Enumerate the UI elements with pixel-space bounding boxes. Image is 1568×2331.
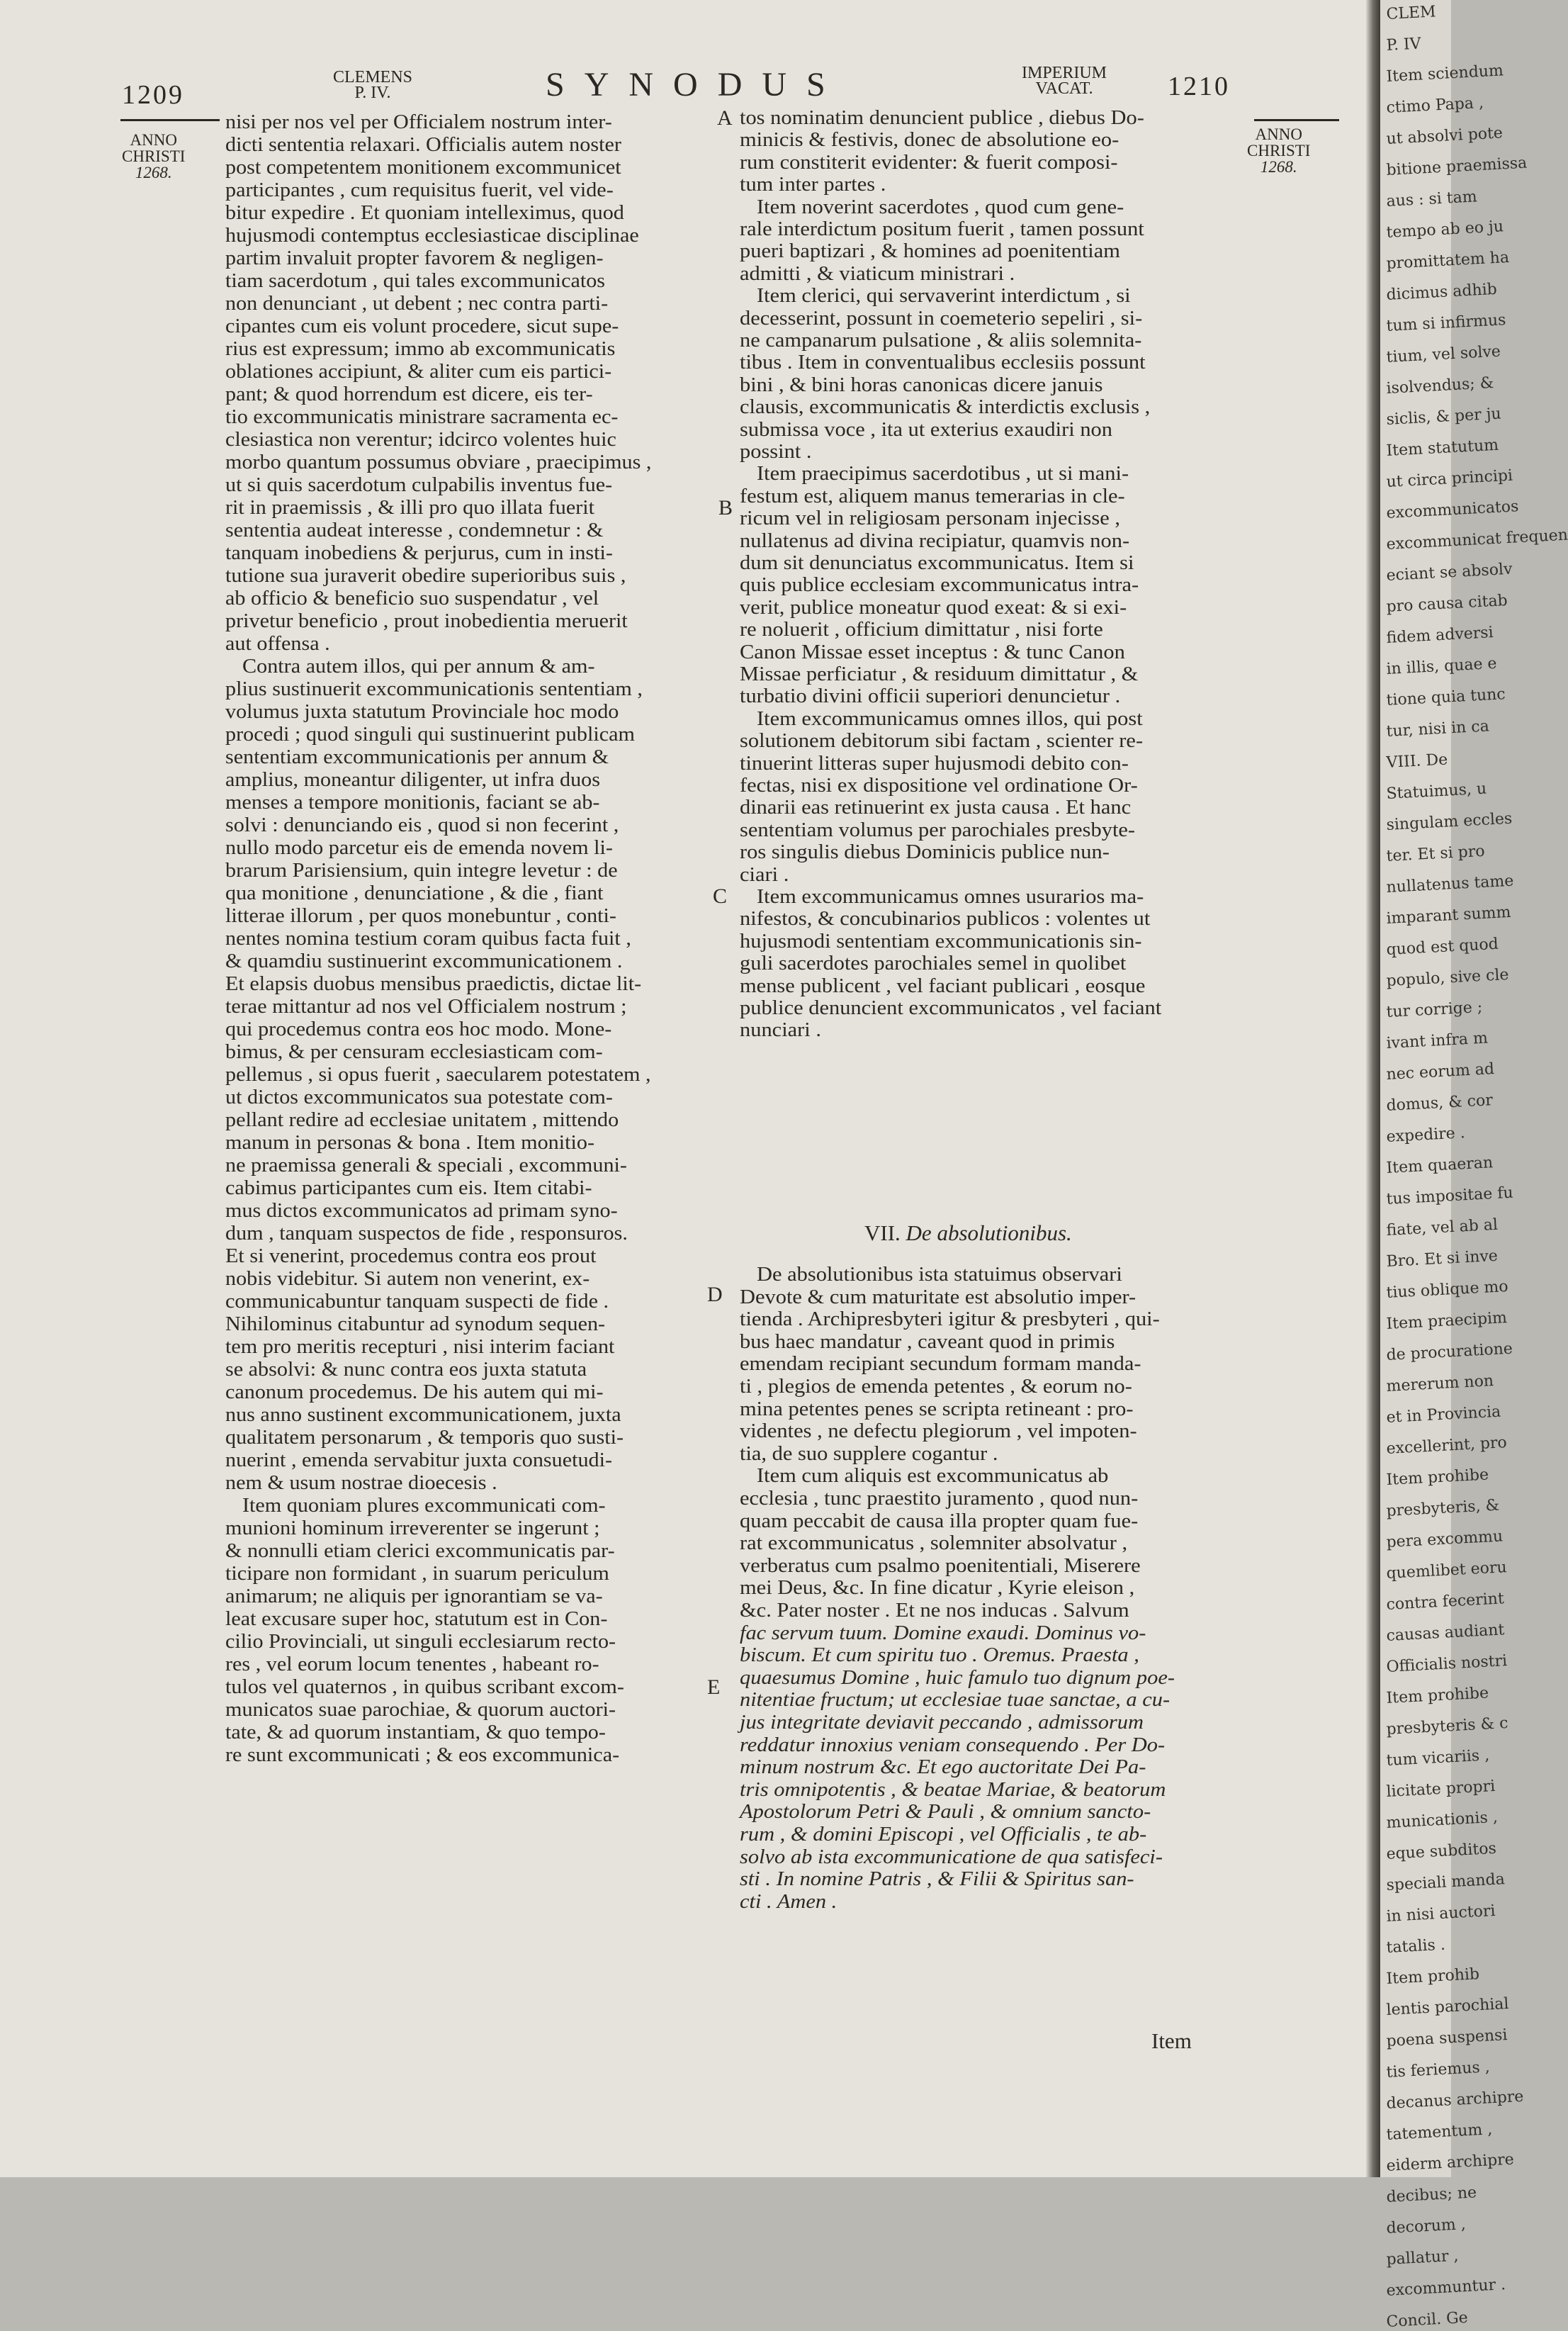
facing-page-line: pera excommu — [1386, 1527, 1504, 1551]
facing-page-line: in nisi auctori — [1386, 1902, 1496, 1926]
text-line: tum inter partes . — [740, 173, 886, 196]
text-line: emendam recipiant secundum formam manda- — [740, 1352, 1141, 1376]
facing-page-line: tis feriemus , — [1386, 2058, 1491, 2082]
facing-page-line: causas audiant — [1386, 1621, 1505, 1645]
text-line: cipantes cum eis volunt procedere, sicut supe- — [225, 315, 619, 337]
text-line: fectas, nisi ex dispositione vel ordinatione Or- — [740, 774, 1138, 797]
facing-page-line: nec eorum ad — [1386, 1060, 1495, 1084]
facing-page-line: ut absolvi pote — [1386, 124, 1504, 148]
facing-page-line: singulam eccles — [1386, 809, 1513, 834]
facing-page-line: eciant se absolv — [1386, 560, 1513, 585]
facing-page-line: excommunicat frequen — [1386, 526, 1568, 554]
text-line: qua monitione , denunciatione , & die , fiant — [225, 882, 604, 904]
text-line: animarum; ne aliquis per ignorantiam se va- — [225, 1585, 603, 1607]
text-line: pellant redire ad ecclesiae unitatem , mittendo — [225, 1108, 619, 1131]
header-left-title-line1: CLEMENS — [333, 68, 413, 86]
text-line: bimus, & per censuram ecclesiasticam com- — [225, 1040, 603, 1063]
text-line: quis publice ecclesiam excommunicatus intra- — [740, 573, 1139, 597]
text-line: oblationes accipiunt, & aliter cum eis partici- — [225, 360, 612, 383]
text-line: guli sacerdotes parochiales semel in quolibet — [740, 952, 1127, 975]
text-line: mus dictos excommunicatos ad primam syno- — [225, 1199, 618, 1222]
facing-page-line: pallatur , — [1386, 2247, 1460, 2269]
text-line: leat excusare super hoc, statutum est in Con- — [225, 1607, 608, 1630]
facing-page-line: promittatem ha — [1386, 248, 1510, 273]
text-line: biscum. Et cum spiritu tuo . Oremus. Praesta , — [740, 1644, 1139, 1667]
text-line: & quamdiu sustinuerint excommunicationem . — [225, 950, 623, 972]
facing-page-line: tius oblique mo — [1386, 1277, 1509, 1302]
text-line: sententiam excommunicationis per annum & — [225, 746, 609, 768]
text-line: procedi ; quod singuli qui sustinuerint publicam — [225, 723, 636, 746]
text-line: bus haec mandatur , caveant quod in primis — [740, 1330, 1115, 1353]
facing-page-line: expedire . — [1386, 1124, 1466, 1146]
facing-page — [1380, 0, 1568, 2331]
text-line: sententia audeat interesse , condemnetur : & — [225, 519, 604, 541]
facing-page-line: bitione praemissa — [1386, 154, 1528, 179]
text-line: rius est expressum; immo ab excommunicatis — [225, 337, 616, 360]
facing-page-line: tatalis . — [1386, 1936, 1446, 1957]
facing-page-line: presbyteris, & — [1386, 1496, 1500, 1520]
facing-page-line: domus, & cor — [1386, 1091, 1494, 1115]
text-line: cilio Provinciali, ut singuli ecclesiarum recto- — [225, 1630, 616, 1653]
text-line: nisi per nos vel per Officialem nostrum inter- — [225, 111, 612, 133]
facing-page-line: dicimus adhib — [1386, 280, 1498, 304]
section-heading — [864, 1220, 1072, 1246]
facing-page-line: Item prohib — [1386, 1965, 1480, 1988]
text-line: canonum procedemus. De his autem qui mi- — [225, 1381, 604, 1403]
text-line: hujusmodi contemptus ecclesiasticae disciplinae — [225, 224, 639, 247]
facing-page-line: tum si infirmus — [1386, 311, 1506, 335]
text-line: communicabuntur tanquam suspecti de fide . — [225, 1290, 609, 1313]
text-line: ros singulis diebus Dominicis publice nun- — [740, 841, 1110, 864]
text-line: nem & usum nostrae dioecesis . — [225, 1471, 497, 1494]
facing-page-line: excommuntur . — [1386, 2276, 1506, 2300]
text-line: qui procedemus contra eos hoc modo. Mone- — [225, 1018, 612, 1040]
page-number-right: 1210 — [1168, 72, 1230, 101]
text-line: tem pro meritis recepturi , nisi interim faciant — [225, 1335, 615, 1358]
text-line: Item praecipimus sacerdotibus , ut si mani- — [757, 462, 1129, 485]
facing-page-line: eque subditos — [1386, 1839, 1497, 1863]
catchword: Item — [1151, 2028, 1192, 2053]
facing-page-line: Item praecipim — [1386, 1309, 1508, 1333]
text-line: De absolutionibus ista statuimus observari — [757, 1263, 1122, 1286]
text-line: mense publicent , vel faciant publicari , eosque — [740, 974, 1146, 997]
text-line: admitti , & viaticum ministrari . — [740, 262, 1015, 285]
text-line: tinuerint litteras super hujusmodi debito con- — [740, 751, 1129, 775]
text-line: tos nominatim denuncient publice , diebus Do- — [740, 106, 1144, 129]
text-line: nunciari . — [740, 1018, 821, 1042]
facing-page-line: populo, sive cle — [1386, 965, 1510, 990]
text-line: tulos vel quaternos , in quibus scribant excom- — [225, 1675, 624, 1698]
margin-left-line2: CHRISTI — [122, 147, 186, 165]
text-line: jus integritate deviavit peccando , admissorum — [740, 1711, 1144, 1734]
text-line: terae mittantur ad nos vel Officialem nostrum ; — [225, 995, 627, 1018]
text-line: rum , & domini Episcopi , vel Officialis , te ab- — [740, 1823, 1147, 1846]
text-line: reddatur innoxius veniam consequendo . Per Do- — [740, 1733, 1166, 1756]
margin-note-left — [122, 132, 185, 181]
text-line: rit in praemissis , & illi pro quo illata fuerit — [225, 496, 595, 519]
text-line: nitentiae fructum; ut ecclesiae tuae sanctae, a cu- — [740, 1688, 1171, 1712]
text-line: festum est, aliquem manus temerarias in cle- — [740, 484, 1125, 507]
running-title: SYNODUS — [546, 66, 845, 103]
facing-page-line: Officialis nostri — [1386, 1652, 1508, 1676]
facing-page-line: tur, nisi in ca — [1386, 717, 1490, 741]
text-line: Apostolorum Petri & Pauli , & omnium sancto- — [740, 1800, 1151, 1824]
text-line: rale interdictum positum fuerit , tamen possunt — [740, 218, 1144, 240]
text-line: tiam sacerdotum , qui tales excommunicatos — [225, 269, 606, 292]
facing-page-line: excommunicatos — [1386, 498, 1519, 522]
facing-page-line: tium, vel solve — [1386, 342, 1501, 366]
text-line: amplius, moneantur diligenter, ut infra duos — [225, 768, 601, 791]
facing-page-line: ter. Et si pro — [1386, 842, 1486, 865]
text-line: Item clerici, qui servaverint interdictum , si — [757, 284, 1131, 308]
text-line: aut offensa . — [225, 632, 330, 655]
text-line: ti , plegios de emenda petentes , & eorum no- — [740, 1375, 1132, 1398]
facing-page-line: fiate, vel ab al — [1386, 1215, 1499, 1240]
text-line: pueri baptizari , & homines ad poenitentiam — [740, 240, 1120, 263]
text-line: Et elapsis duobus mensibus praedictis, dictae lit- — [225, 972, 642, 995]
text-line: plius sustinuerit excommunicationis sententiam , — [225, 678, 643, 700]
facing-page-line: tus impositae fu — [1386, 1184, 1514, 1208]
facing-page-line: eiderm archipre — [1386, 2150, 1515, 2175]
facing-page-line: ivant infra m — [1386, 1029, 1489, 1052]
margin-left-line1: ANNO — [130, 131, 177, 149]
text-line: re sunt excommunicati ; & eos excommunica- — [225, 1743, 620, 1766]
text-line: tris omnipotentis , & beatae Mariae, & beatorum — [740, 1777, 1166, 1801]
text-line: verit, publice moneatur quod exeat: & si exi- — [740, 595, 1127, 619]
facing-page-line: et in Provincia — [1386, 1403, 1501, 1427]
facing-page-line: tione quia tunc — [1386, 685, 1506, 709]
facing-page-line: speciali manda — [1386, 1870, 1506, 1894]
text-line: nifestos, & concubinarios publicos : volentes ut — [740, 907, 1151, 931]
facing-page-line: Item sciendum — [1386, 62, 1504, 86]
text-line: clausis, excommunicatis & interdictis exclusis , — [740, 395, 1151, 419]
facing-page-line: tatementum , — [1386, 2121, 1493, 2144]
facing-page-line: tempo ab eo ju — [1386, 218, 1504, 242]
text-line: litterae illorum , per quos monebuntur , conti- — [225, 904, 616, 927]
text-line: tia, de suo supplere cogantur . — [740, 1442, 998, 1465]
text-line: re noluerit , officium dimittatur , nisi forte — [740, 618, 1103, 641]
text-line: clesiastica non verentur; idcirco volentes huic — [225, 428, 616, 451]
text-line: ricum vel in religiosam personam injecisse , — [740, 507, 1120, 530]
facing-page-line: ctimo Papa , — [1386, 94, 1484, 117]
book-gutter — [1366, 0, 1380, 2177]
text-line: manum in personas & bona . Item monitio- — [225, 1131, 595, 1154]
text-line: cti . Amen . — [740, 1889, 837, 1913]
facing-page-line: contra fecerint — [1386, 1590, 1505, 1614]
text-line: solvi : denunciando eis , quod si non fecerint , — [225, 814, 619, 836]
text-line: Item quoniam plures excommunicati com- — [242, 1494, 606, 1517]
facing-page-line: nullatenus tame — [1386, 872, 1514, 897]
text-line: ab officio & beneficio suo suspendatur , vel — [225, 587, 599, 610]
facing-page-line: decanus archipre — [1386, 2087, 1524, 2113]
section-number: VII. — [864, 1220, 901, 1245]
text-line: submissa voce , ita ut exterius exaudiri non — [740, 417, 1113, 441]
text-line: rat excommunicatus , solemniter absolvatur , — [740, 1532, 1128, 1555]
text-line: solvo ab ista excommunicatione de qua satisfeci- — [740, 1845, 1163, 1868]
text-line: Item excommunicamus omnes usurarios ma- — [757, 885, 1144, 908]
text-line: possint . — [740, 440, 812, 463]
facing-page-line: de procuratione — [1386, 1339, 1513, 1364]
margin-note-right — [1247, 126, 1310, 175]
text-line: participantes , cum requisitus fuerit, vel vide- — [225, 179, 614, 201]
text-line: fac servum tuum. Domine exaudi. Dominus vo- — [740, 1621, 1146, 1644]
section-title: De absolutionibus. — [906, 1220, 1072, 1245]
text-line: &c. Pater noster . Et ne nos inducas . Salvum — [740, 1599, 1129, 1622]
facing-page-line: Item prohibe — [1386, 1684, 1489, 1707]
facing-page-line: pro causa citab — [1386, 592, 1508, 616]
facing-page-line: Item statutum — [1386, 436, 1499, 460]
text-line: videntes , ne defectu plegiorum , vel impoten- — [740, 1420, 1137, 1443]
text-line: tate, & ad quorum instantiam, & quo tempo- — [225, 1721, 606, 1743]
page-number-left: 1209 — [122, 80, 184, 110]
facing-page-line: presbyteris & c — [1386, 1714, 1509, 1739]
text-line: partim invaluit propter favorem & negligen- — [225, 247, 604, 269]
facing-page-line: fidem adversi — [1386, 624, 1494, 647]
text-line: pellemus , si opus fuerit , saecularem potestatem , — [225, 1063, 651, 1086]
facing-page-line: quod est quod — [1386, 935, 1499, 959]
text-line: municatos suae parochiae, & quorum auctori- — [225, 1698, 616, 1721]
text-line: publice denuncient excommunicatos , vel faciant — [740, 996, 1162, 1019]
text-line: Item cum aliquis est excommunicatus ab — [757, 1464, 1109, 1488]
text-line: & nonnulli etiam clerici excommunicatis par- — [225, 1539, 615, 1562]
facing-page-line: imparant summ — [1386, 903, 1511, 928]
header-right-title-line1: IMPERIUM — [1022, 64, 1107, 82]
text-line: bini , & bini horas canonicas dicere januis — [740, 373, 1103, 396]
text-line: mei Deus, &c. In fine dicatur , Kyrie eleison , — [740, 1576, 1135, 1600]
text-line: sti . In nomine Patris , & Filii & Spiritus san- — [740, 1867, 1134, 1891]
text-line: Devote & cum maturitate est absolutio imper- — [740, 1285, 1136, 1308]
facing-page-line: Bro. Et si inve — [1386, 1247, 1499, 1271]
text-line: minum nostrum &c. Et ego auctoritate Dei Pa- — [740, 1756, 1146, 1779]
text-line: Item excommunicamus omnes illos, qui post — [757, 707, 1143, 730]
text-line: bitur expedire . Et quoniam intelleximus, quod — [225, 201, 624, 224]
text-line: se absolvi: & nunc contra eos juxta statuta — [225, 1358, 587, 1381]
text-line: turbatio divini officii superiori denuncietur . — [740, 685, 1121, 708]
text-line: Canon Missae esset inceptus : & tunc Canon — [740, 640, 1125, 663]
section-letter-e: E — [707, 1675, 721, 1699]
section-letter-b: B — [718, 496, 733, 519]
text-line: quaesumus Domine , huic famulo tuo dignum poe- — [740, 1666, 1175, 1689]
text-line: hujusmodi sententiam excommunicationis sin- — [740, 929, 1142, 953]
text-line: nus anno sustinent excommunicationem, juxta — [225, 1403, 621, 1426]
facing-page-line: CLEM — [1386, 3, 1437, 23]
text-line: mina petentes penes se scripta retineant : pro- — [740, 1397, 1134, 1420]
margin-rule-left — [120, 119, 220, 121]
text-line: ne praemissa generali & speciali , excommuni- — [225, 1154, 627, 1176]
text-line: tio excommunicatis ministrare sacramenta ec- — [225, 405, 619, 428]
section-letter-d: D — [707, 1283, 723, 1306]
text-line: ecclesia , tunc praestito juramento , quod nun- — [740, 1487, 1139, 1510]
text-line: quam peccabit de causa illa propter quam fue- — [740, 1509, 1139, 1532]
text-line: ciari . — [740, 863, 789, 886]
text-line: nuerint , emenda servabitur juxta consuetudi- — [225, 1449, 613, 1471]
margin-right-line2: CHRISTI — [1247, 142, 1311, 159]
facing-page-line: lentis parochial — [1386, 1994, 1510, 2019]
facing-page-line: Concil. Ge — [1386, 2308, 1469, 2331]
facing-page-line: aus : si tam — [1386, 188, 1478, 210]
text-line: qualitatem personarum , & temporis quo susti- — [225, 1426, 624, 1449]
text-line: tibus . Item in conventualibus ecclesiis possunt — [740, 351, 1146, 374]
facing-page-line: siclis, & per ju — [1386, 405, 1502, 429]
margin-rule-right — [1254, 119, 1339, 121]
text-line: tanquam inobediens & perjurus, cum in insti- — [225, 541, 613, 564]
text-line: Missae perficiatur , & residuum dimittatur , & — [740, 663, 1139, 685]
facing-page-line: in illis, quae e — [1386, 654, 1498, 678]
text-line: cabimus participantes cum eis. Item citabi- — [225, 1176, 592, 1199]
header-left-title — [333, 69, 412, 101]
margin-left-line3: 1268. — [135, 164, 172, 181]
text-line: minicis & festivis, donec de absolutione eo- — [740, 128, 1119, 152]
facing-page-line: decibus; ne — [1386, 2184, 1477, 2206]
facing-page-line: tur corrige ; — [1386, 998, 1483, 1021]
text-line: dum sit denunciatus excommunicatus. Item si — [740, 551, 1134, 574]
text-line: pant; & quod horrendum est dicere, eis ter- — [225, 383, 593, 405]
header-right-title — [1022, 65, 1107, 96]
facing-page-line: municationis , — [1386, 1808, 1499, 1832]
text-line: nullatenus ad divina recipiatur, quamvis non- — [740, 529, 1130, 552]
text-line: Item noverint sacerdotes , quod cum gene- — [757, 195, 1124, 218]
text-line: post competentem monitionem excommunicet — [225, 156, 621, 179]
text-line: decesserint, possunt in coemeterio sepeliri , si- — [740, 306, 1143, 330]
facing-page-line: quemlibet eoru — [1386, 1558, 1508, 1583]
text-line: munioni hominum irreverenter se ingerunt ; — [225, 1517, 600, 1539]
text-line: nullo modo parcetur eis de emenda novem li- — [225, 836, 613, 859]
text-line: non denunciant , ut debent ; nec contra parti- — [225, 292, 609, 315]
text-line: ne campanarum pulsatione , & aliis solemnita- — [740, 329, 1142, 352]
facing-page-line: Statuimus, u — [1386, 780, 1487, 803]
margin-right-line1: ANNO — [1255, 125, 1302, 143]
facing-page-line: isolvendus; & — [1386, 374, 1494, 398]
facing-page-line: tum vicariis , — [1386, 1746, 1490, 1770]
facing-page-line: excellerint, pro — [1386, 1434, 1508, 1458]
facing-page-line: Item prohibe — [1386, 1466, 1489, 1489]
text-line: volumus juxta statutum Provinciale hoc modo — [225, 700, 619, 723]
text-line: dum , tanquam suspectos de fide , responsuros. — [225, 1222, 628, 1245]
facing-page-line: decorum , — [1386, 2215, 1467, 2237]
facing-page-line: Item quaeran — [1386, 1154, 1494, 1177]
facing-page-line: poena suspensi — [1386, 2026, 1508, 2050]
text-line: verberatus cum psalmo poenitentiali, Miserere — [740, 1554, 1141, 1577]
text-line: ticipare non formidant , in suarum periculum — [225, 1562, 609, 1585]
text-line: solutionem debitorum sibi factam , scienter re- — [740, 729, 1144, 753]
header-right-title-line2: VACAT. — [1035, 79, 1093, 98]
text-line: nentes nomina testium coram quibus facta fuit , — [225, 927, 631, 950]
text-line: menses a tempore monitionis, faciant se ab- — [225, 791, 600, 814]
header-left-title-line2: P. IV. — [354, 84, 391, 102]
text-line: tienda . Archipresbyteri igitur & presbyteri , qui- — [740, 1308, 1160, 1331]
margin-right-line3: 1268. — [1260, 158, 1297, 176]
text-line: ut si quis sacerdotum culpabilis inventus fue- — [225, 473, 613, 496]
text-line: ut dictos excommunicatos sua potestate com- — [225, 1086, 613, 1108]
text-line: tutione sua juraverit obedire superioribus suis , — [225, 564, 626, 587]
facing-page-line: VIII. De — [1386, 751, 1448, 772]
section-letter-a: A — [717, 106, 733, 130]
facing-page-line: mererum non — [1386, 1372, 1494, 1395]
text-line: Contra autem illos, qui per annum & am- — [242, 655, 595, 678]
text-line: dinarii eas retinuerint ex justa causa . Et hanc — [740, 796, 1132, 819]
facing-page-line: licitate propri — [1386, 1777, 1496, 1801]
text-line: rum constiterit evidenter: & fuerit composi- — [740, 150, 1118, 174]
text-line: sententiam volumus per parochiales presbyte- — [740, 818, 1136, 841]
facing-page-line: ut circa principi — [1386, 466, 1513, 491]
text-line: Nihilominus citabuntur ad synodum sequen- — [225, 1313, 606, 1335]
text-line: dicti sententia relaxari. Officialis autem noster — [225, 133, 621, 156]
text-line: morbo quantum possumus obviare , praecipimus , — [225, 451, 652, 473]
text-line: brarum Parisiensium, quin integre levetur : de — [225, 859, 618, 882]
facing-page-line: P. IV — [1386, 35, 1422, 55]
text-line: Et si venerint, procedemus contra eos prout — [225, 1245, 597, 1267]
text-line: privetur beneficio , prout inobedientia meruerit — [225, 610, 628, 632]
section-letter-c: C — [713, 884, 728, 908]
text-line: res , vel eorum locum tenentes , habeant ro- — [225, 1653, 599, 1675]
text-line: nobis videbitur. Si autem non venerint, ex- — [225, 1267, 590, 1290]
